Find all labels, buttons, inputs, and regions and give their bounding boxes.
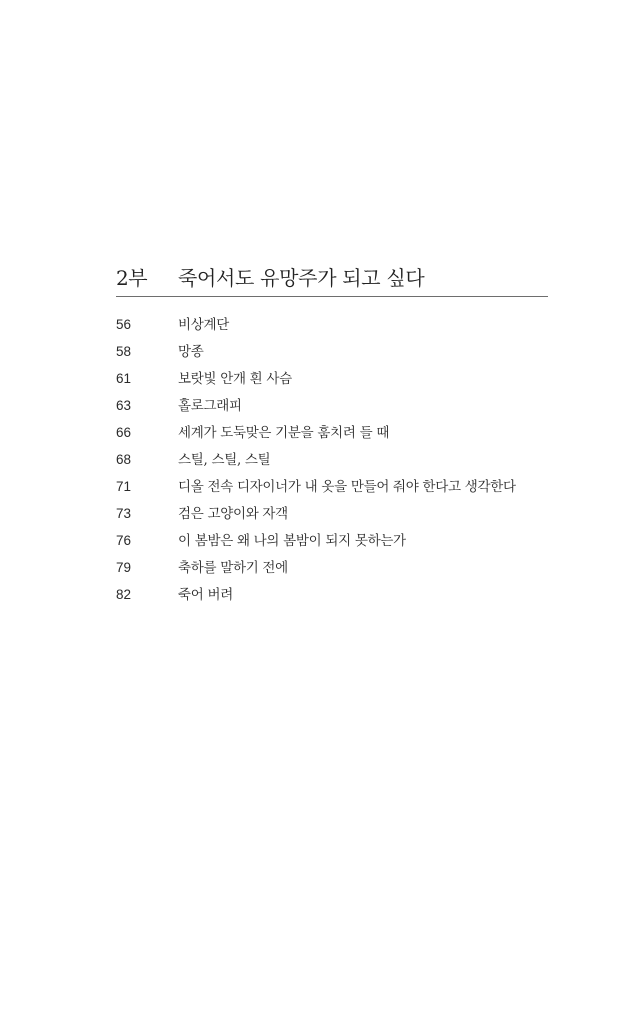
toc-entry [116, 448, 548, 475]
entry-page-number: 76 [116, 533, 132, 548]
part-label: 2부 [116, 266, 148, 290]
entry-page-number: 66 [116, 425, 132, 440]
toc-entry [116, 556, 548, 583]
part-header [116, 262, 548, 290]
entry-title: 이 봄밤은 왜 나의 봄밤이 되지 못하는가 [178, 533, 406, 549]
entry-page-number: 58 [116, 344, 132, 359]
toc-entry [116, 502, 548, 529]
entry-title: 디올 전속 디자이너가 내 옷을 만들어 줘야 한다고 생각한다 [178, 479, 516, 495]
toc-entries [116, 313, 548, 610]
divider [116, 296, 548, 297]
toc-entry [116, 475, 548, 502]
toc-entry [116, 583, 548, 610]
entry-title: 보랏빛 안개 흰 사슴 [178, 371, 292, 387]
toc-entry [116, 340, 548, 367]
entry-page-number: 61 [116, 371, 132, 386]
entry-title: 스틸, 스틸, 스틸 [178, 452, 271, 468]
entry-page-number: 63 [116, 398, 132, 413]
entry-title: 축하를 말하기 전에 [178, 560, 288, 576]
entry-title: 비상계단 [178, 317, 229, 333]
entry-page-number: 68 [116, 452, 132, 467]
toc-entry [116, 367, 548, 394]
entry-title: 세계가 도둑맞은 기분을 훔치려 들 때 [178, 425, 390, 441]
entry-page-number: 82 [116, 587, 132, 602]
toc-entry [116, 313, 548, 340]
toc-entry [116, 529, 548, 556]
toc-entry [116, 394, 548, 421]
entry-page-number: 79 [116, 560, 132, 575]
part-title: 죽어서도 유망주가 되고 싶다 [178, 266, 425, 290]
entry-title: 홀로그래피 [178, 398, 242, 414]
entry-title: 망종 [178, 344, 204, 360]
entry-title: 검은 고양이와 자객 [178, 506, 288, 522]
entry-page-number: 56 [116, 317, 132, 332]
toc-entry [116, 421, 548, 448]
entry-page-number: 73 [116, 506, 132, 521]
entry-page-number: 71 [116, 479, 132, 494]
table-of-contents [116, 262, 548, 610]
entry-title: 죽어 버려 [178, 587, 233, 603]
